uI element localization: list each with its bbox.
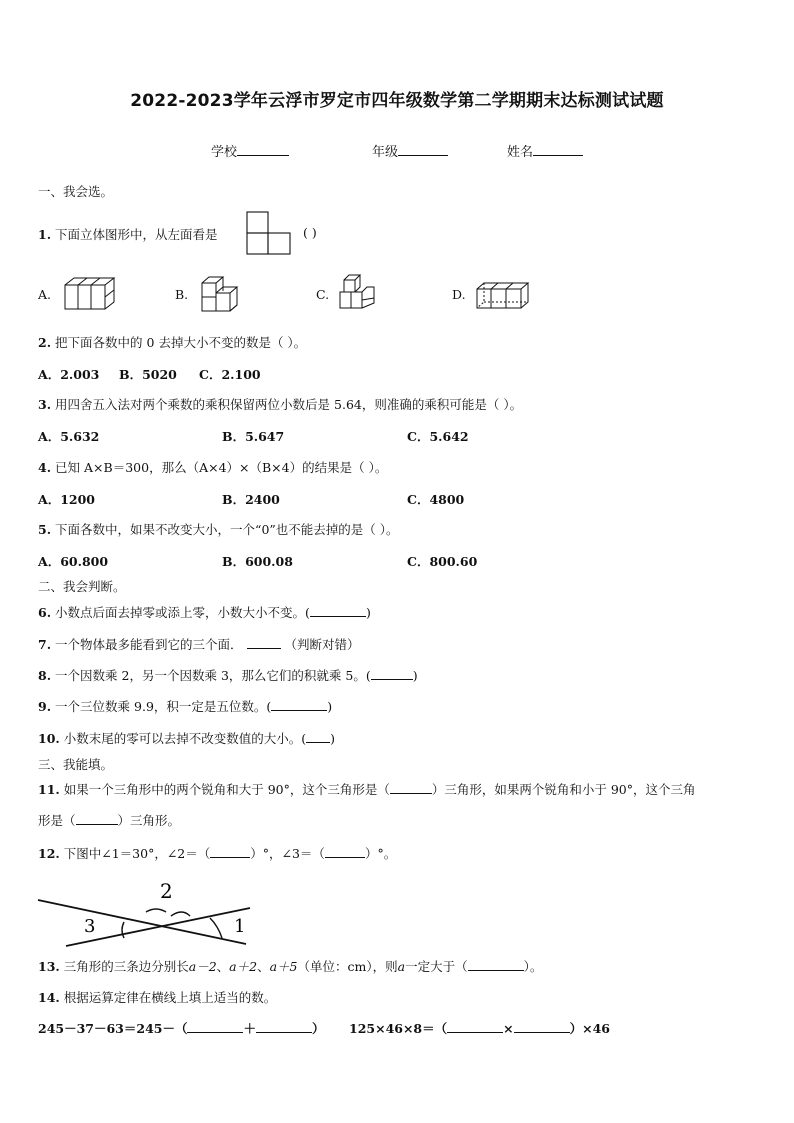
option-b-label: B. bbox=[175, 287, 189, 302]
question-text: 如果一个三角形中的两个锐角和大于 90°，这个三角形是（ bbox=[63, 782, 390, 797]
equation-1 bbox=[38, 1019, 325, 1037]
question-text: ）三角形。 bbox=[117, 813, 181, 828]
question-text: 一个因数乘 2，另一个因数乘 3，那么它们的积就乘 5。( bbox=[55, 668, 371, 683]
question-text: 一个三位数乘 9.9，积一定是五位数。( bbox=[55, 699, 272, 714]
question-5 bbox=[38, 520, 399, 538]
question-text: 三角形的三条边分别长 bbox=[63, 959, 189, 974]
question-1-answer-paren: ( ) bbox=[303, 225, 317, 240]
question-tail: ) bbox=[412, 668, 418, 683]
question-number: 13. bbox=[38, 959, 60, 974]
angle-label-3: 3 bbox=[84, 916, 96, 937]
question-number: 3. bbox=[38, 397, 52, 412]
answer-blank bbox=[468, 958, 524, 971]
option-a-solid-figure bbox=[63, 275, 117, 311]
school-label: 学校 bbox=[211, 145, 238, 160]
question-10 bbox=[38, 729, 335, 747]
question-number: 12. bbox=[38, 846, 60, 861]
question-number: 5. bbox=[38, 522, 52, 537]
equation-part: ）×46 bbox=[569, 1021, 610, 1036]
q5-option-a: A．60.800 bbox=[38, 554, 109, 569]
answer-blank bbox=[187, 1020, 243, 1033]
question-13 bbox=[38, 957, 542, 975]
question-tail: ) bbox=[327, 699, 333, 714]
answer-blank bbox=[325, 845, 365, 858]
answer-blank bbox=[306, 730, 330, 743]
question-number: 2. bbox=[38, 335, 52, 350]
equation-2 bbox=[349, 1019, 610, 1037]
question-text: 下面各数中，如果不改变大小，一个“0”也不能去掉的是（ ）。 bbox=[55, 522, 399, 537]
question-11 bbox=[38, 780, 696, 798]
option-c-solid-figure bbox=[338, 272, 380, 312]
question-text: 下图中∠1＝30°，∠2＝（ bbox=[63, 846, 211, 861]
question-11-line-2 bbox=[38, 811, 180, 829]
name-field bbox=[507, 141, 583, 160]
question-text: 下面立体图形中，从左面看是 bbox=[55, 227, 218, 242]
question-4 bbox=[38, 458, 387, 476]
page-title: 2022-2023学年云浮市罗定市四年级数学第二学期期末达标测试试题 bbox=[130, 91, 664, 111]
question-7 bbox=[38, 635, 360, 653]
question-number: 9. bbox=[38, 699, 52, 714]
question-text: 一定大于（ bbox=[405, 959, 468, 974]
q5-option-c: C．800.60 bbox=[407, 554, 478, 569]
question-14 bbox=[38, 988, 276, 1006]
equation-part: 245－37－63＝245－（ bbox=[38, 1021, 188, 1036]
answer-blank bbox=[447, 1020, 503, 1033]
q4-option-c: C．4800 bbox=[407, 492, 465, 507]
question-number: 1. bbox=[38, 227, 52, 242]
question-number: 14. bbox=[38, 990, 60, 1005]
question-text: 形是（ bbox=[38, 813, 76, 828]
name-label: 姓名 bbox=[507, 145, 534, 160]
question-text: 已知 A×B＝300，那么（A×4）×（B×4）的结果是（ ）。 bbox=[55, 460, 388, 475]
expression-3: a＋5 bbox=[269, 959, 298, 974]
name-blank bbox=[533, 143, 583, 156]
question-text: 一个物体最多能看到它的三个面． bbox=[55, 637, 243, 652]
question-number: 7. bbox=[38, 637, 52, 652]
grade-label: 年级 bbox=[372, 145, 399, 160]
section-heading-2: 二、我会判断。 bbox=[38, 579, 126, 594]
answer-blank bbox=[514, 1020, 570, 1033]
section-heading-3: 三、我能填。 bbox=[38, 757, 114, 772]
answer-blank bbox=[210, 845, 250, 858]
question-number: 6. bbox=[38, 605, 52, 620]
question-text: （单位：cm），则 bbox=[297, 959, 398, 974]
expression-1: a－2 bbox=[188, 959, 217, 974]
option-b-solid-figure bbox=[199, 275, 245, 315]
angle-label-1: 1 bbox=[234, 916, 246, 937]
question-8 bbox=[38, 666, 418, 684]
q2-option-c: C．2.100 bbox=[199, 367, 261, 382]
q2-option-b: B．5020 bbox=[119, 367, 177, 382]
section-heading-1: 一、我会选。 bbox=[38, 184, 114, 199]
answer-blank bbox=[247, 636, 281, 649]
question-number: 10. bbox=[38, 731, 60, 746]
school-blank bbox=[237, 143, 289, 156]
question-text: 根据运算定律在横线上填上适当的数。 bbox=[63, 990, 277, 1005]
question-tail: ) bbox=[365, 605, 371, 620]
q3-option-a: A．5.632 bbox=[38, 429, 100, 444]
q5-option-b: B．600.08 bbox=[222, 554, 293, 569]
question-number: 4. bbox=[38, 460, 52, 475]
option-d-solid-figure bbox=[475, 280, 533, 312]
q3-option-c: C．5.642 bbox=[407, 429, 469, 444]
variable-a: a bbox=[397, 959, 406, 974]
answer-blank bbox=[76, 812, 118, 825]
option-d-label: D. bbox=[452, 287, 466, 302]
question-1 bbox=[38, 225, 218, 243]
school-field bbox=[211, 141, 289, 160]
question-6 bbox=[38, 603, 371, 621]
question-text: 用四舍五入法对两个乘数的乘积保留两位小数后是 5.64，则准确的乘积可能是（ ）。 bbox=[55, 397, 523, 412]
question-12 bbox=[38, 844, 396, 862]
option-c-label: C. bbox=[316, 287, 330, 302]
angle-figure bbox=[36, 878, 256, 950]
question-tail: ) bbox=[330, 731, 336, 746]
q2-option-a: A．2.003 bbox=[38, 367, 100, 382]
question-text: 小数点后面去掉零或添上零，小数大小不变。( bbox=[55, 605, 310, 620]
separator: 、 bbox=[257, 959, 270, 974]
question-text: 小数末尾的零可以去掉不改变数值的大小。( bbox=[63, 731, 307, 746]
equation-part: ＋ bbox=[243, 1021, 256, 1036]
option-a-label: A. bbox=[38, 287, 52, 302]
q4-option-a: A．1200 bbox=[38, 492, 95, 507]
left-view-figure bbox=[246, 211, 292, 255]
answer-blank bbox=[310, 604, 366, 617]
question-text: 把下面各数中的 0 去掉大小不变的数是（ ）。 bbox=[55, 335, 307, 350]
separator: 、 bbox=[216, 959, 230, 974]
q3-option-b: B．5.647 bbox=[222, 429, 285, 444]
answer-blank bbox=[371, 667, 413, 680]
angle-label-2: 2 bbox=[160, 879, 173, 903]
question-text: ）°。 bbox=[364, 846, 397, 861]
answer-blank bbox=[390, 781, 432, 794]
equation-part: × bbox=[503, 1021, 514, 1036]
question-text: ）三角形，如果两个锐角和小于 90°，这个三角 bbox=[431, 782, 696, 797]
question-tail: （判断对错） bbox=[284, 637, 360, 652]
expression-2: a＋2 bbox=[229, 959, 258, 974]
grade-blank bbox=[398, 143, 448, 156]
question-9 bbox=[38, 697, 332, 715]
question-number: 11. bbox=[38, 782, 60, 797]
question-2 bbox=[38, 333, 306, 351]
q4-option-b: B．2400 bbox=[222, 492, 280, 507]
question-number: 8. bbox=[38, 668, 52, 683]
equation-part: ） bbox=[312, 1021, 325, 1036]
answer-blank bbox=[256, 1020, 312, 1033]
question-text: ）°，∠3＝（ bbox=[250, 846, 325, 861]
equation-part: 125×46×8＝（ bbox=[349, 1021, 448, 1036]
grade-field bbox=[372, 141, 448, 160]
answer-blank bbox=[271, 698, 327, 711]
question-3 bbox=[38, 395, 522, 413]
question-text: ）。 bbox=[523, 959, 543, 974]
